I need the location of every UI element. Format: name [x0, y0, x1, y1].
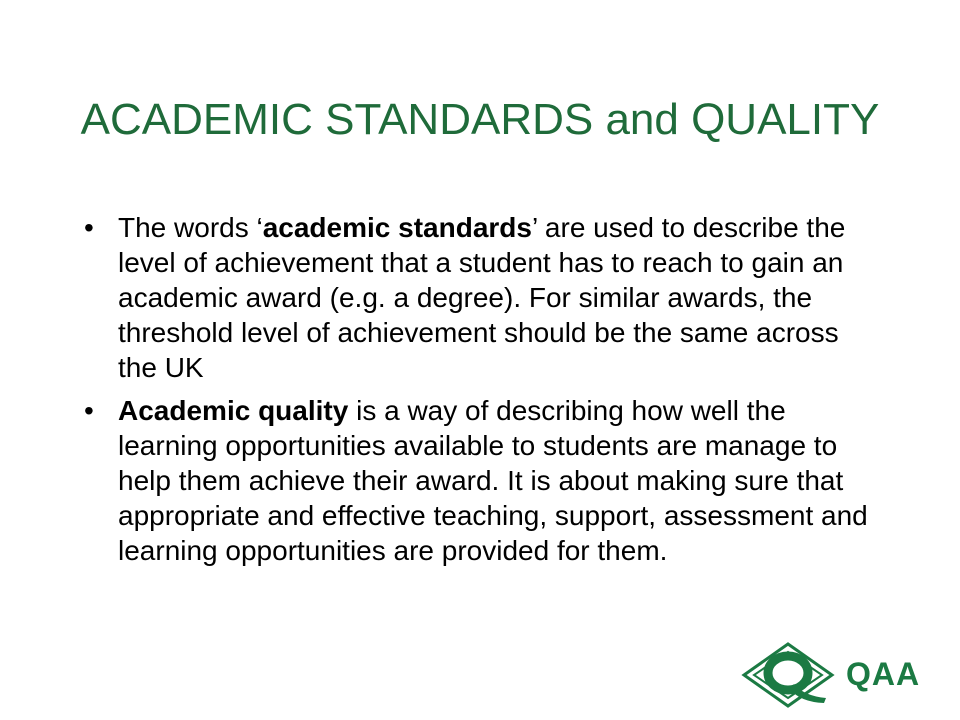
bullet-text — [118, 210, 884, 385]
bullet-text-pre: The words ‘ — [118, 212, 263, 243]
qaa-q-diamond-icon — [738, 642, 838, 708]
bullet-text-bold: Academic quality — [118, 395, 349, 426]
logo-text: QAA — [846, 656, 921, 692]
bullet-text — [118, 393, 884, 568]
bullet-academic-quality — [84, 393, 884, 568]
qaa-logo — [738, 642, 928, 708]
bullet-text-post: ’ are used to describe the level of achievement that a student has to reach to gain an academic award (e.g. a degree). For similar awards, the threshold level of achievement should be the same across the UK — [118, 212, 846, 383]
bullet-text-bold: academic standards — [262, 212, 532, 243]
bullet-marker: • — [84, 212, 94, 243]
slide-title: ACADEMIC STANDARDS and QUALITY — [80, 95, 880, 144]
bullet-text-post: is a way of describing how well the learning opportunities available to students are manage to help them achieve their award. It is about making sure that appropriate and effective teaching, support, assessment and learning opportunities are provided for them. — [118, 395, 868, 566]
bullet-list — [84, 210, 884, 576]
bullet-marker: • — [84, 395, 94, 426]
logo-q-ring — [768, 656, 808, 690]
bullet-academic-standards — [84, 210, 884, 385]
